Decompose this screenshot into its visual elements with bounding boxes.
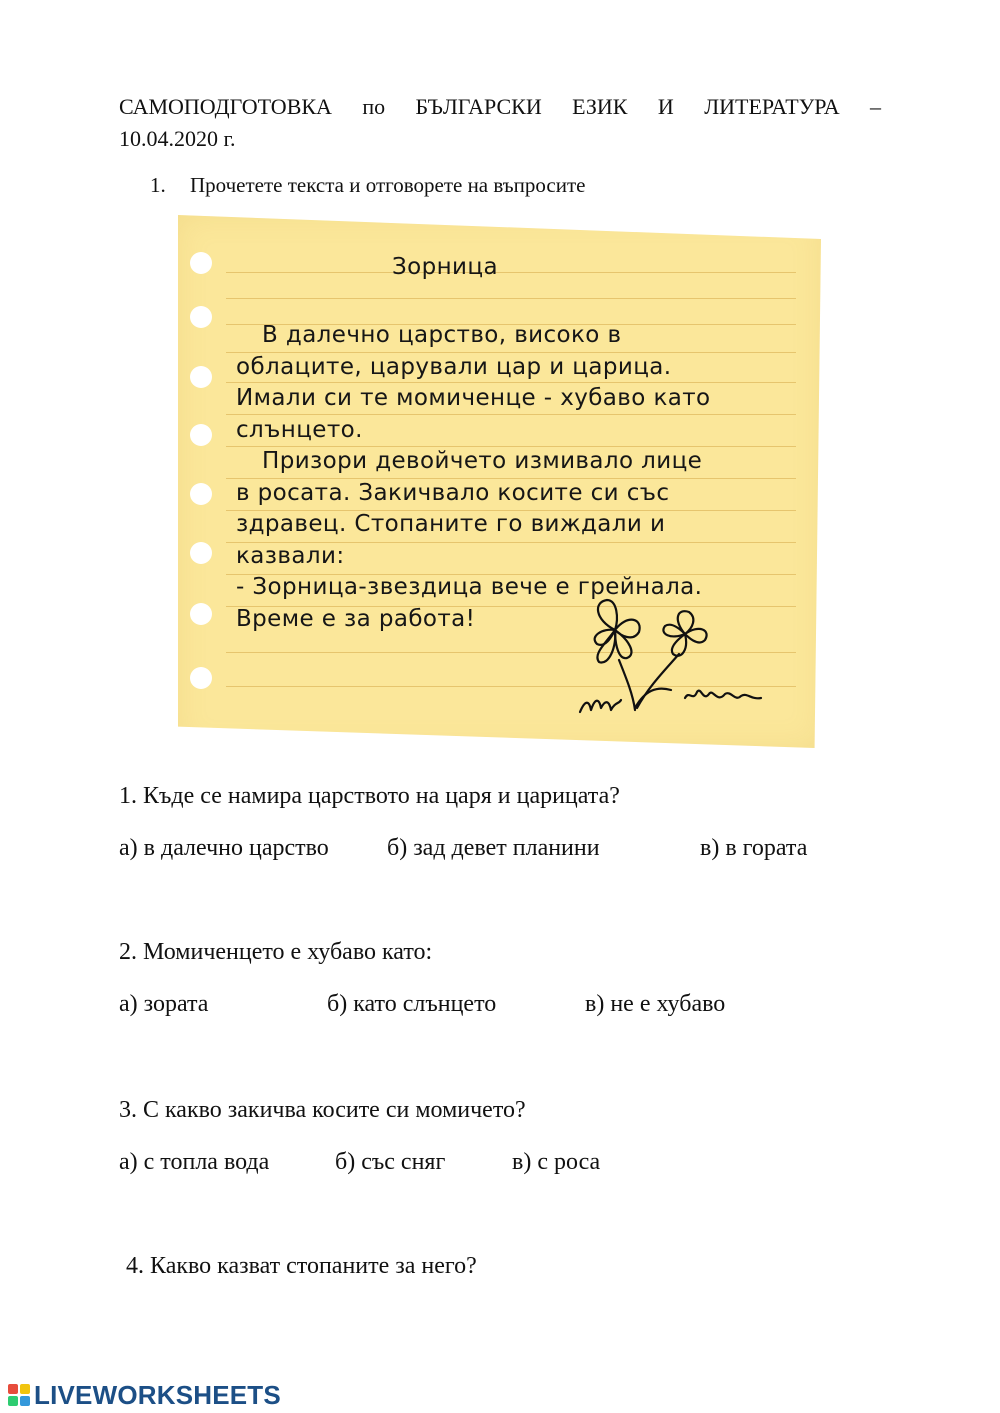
story-line: Имали си те момиченце - хубаво като bbox=[236, 385, 711, 411]
paper-hole bbox=[190, 542, 212, 564]
header-date: 10.04.2020 г. bbox=[119, 126, 236, 151]
story-line: казвали: bbox=[236, 542, 345, 569]
option-a[interactable]: а) зората bbox=[119, 991, 209, 1017]
liveworksheets-logo[interactable] bbox=[8, 1380, 281, 1410]
option-c[interactable]: в) не е хубаво bbox=[585, 991, 726, 1017]
story-line: в росата. Закичвало косите си със bbox=[236, 479, 670, 506]
question-1: 1. Къде се намира царството на царя и царицата? bbox=[119, 783, 620, 809]
paper-hole bbox=[190, 252, 212, 274]
question-3: 3. С какво закичва косите си момичето? bbox=[119, 1097, 526, 1123]
logo-square bbox=[8, 1384, 18, 1394]
logo-square bbox=[8, 1396, 18, 1406]
question-2: 2. Момиченцето е хубаво като: bbox=[119, 939, 433, 965]
task-text: Прочетете текста и отговорете на въпросите bbox=[190, 173, 586, 197]
worksheet-header bbox=[119, 90, 881, 123]
story-line: облаците, царували цар и царица. bbox=[236, 353, 672, 380]
story-line: - Зорница-звездица вече е грейнала. bbox=[236, 574, 703, 600]
paper-hole bbox=[190, 667, 212, 689]
paper-rule bbox=[226, 272, 796, 273]
logo-square bbox=[20, 1396, 30, 1406]
option-a[interactable]: а) в далечно царство bbox=[119, 835, 329, 861]
story-line: Време е за работа! bbox=[236, 605, 476, 632]
flower-doodle bbox=[575, 590, 775, 720]
option-a[interactable]: а) с топла вода bbox=[119, 1149, 270, 1175]
option-b[interactable]: б) зад девет планини bbox=[387, 835, 600, 861]
paper-hole bbox=[190, 424, 212, 446]
task-number: 1. bbox=[150, 173, 166, 197]
story-line: слънцето. bbox=[236, 416, 363, 443]
header-title: САМОПОДГОТОВКА по БЪЛГАРСКИ ЕЗИК И ЛИТЕРАТУРА – bbox=[119, 94, 881, 119]
brand-name: LIVEWORKSHEETS bbox=[34, 1379, 281, 1410]
option-b[interactable]: б) със сняг bbox=[335, 1149, 446, 1175]
question-4: 4. Какво казват стопаните за него? bbox=[126, 1253, 477, 1279]
story-text bbox=[236, 320, 796, 635]
option-b[interactable]: б) като слънцето bbox=[327, 991, 497, 1017]
story-line: Призори девойчето измивало лице bbox=[262, 448, 703, 474]
logo-mark-icon bbox=[8, 1384, 30, 1406]
option-c[interactable]: в) в гората bbox=[700, 835, 808, 861]
story-line: В далечно царство, високо в bbox=[262, 322, 622, 348]
logo-square bbox=[20, 1384, 30, 1394]
story-line: здравец. Стопаните го виждали и bbox=[236, 511, 666, 537]
story-title: Зорница bbox=[392, 254, 498, 280]
paper-hole bbox=[190, 483, 212, 505]
paper-hole bbox=[190, 366, 212, 388]
option-c[interactable]: в) с роса bbox=[512, 1149, 601, 1175]
paper-hole bbox=[190, 603, 212, 625]
paper-hole bbox=[190, 306, 212, 328]
paper-rule bbox=[226, 298, 796, 299]
task-instruction bbox=[150, 170, 585, 200]
